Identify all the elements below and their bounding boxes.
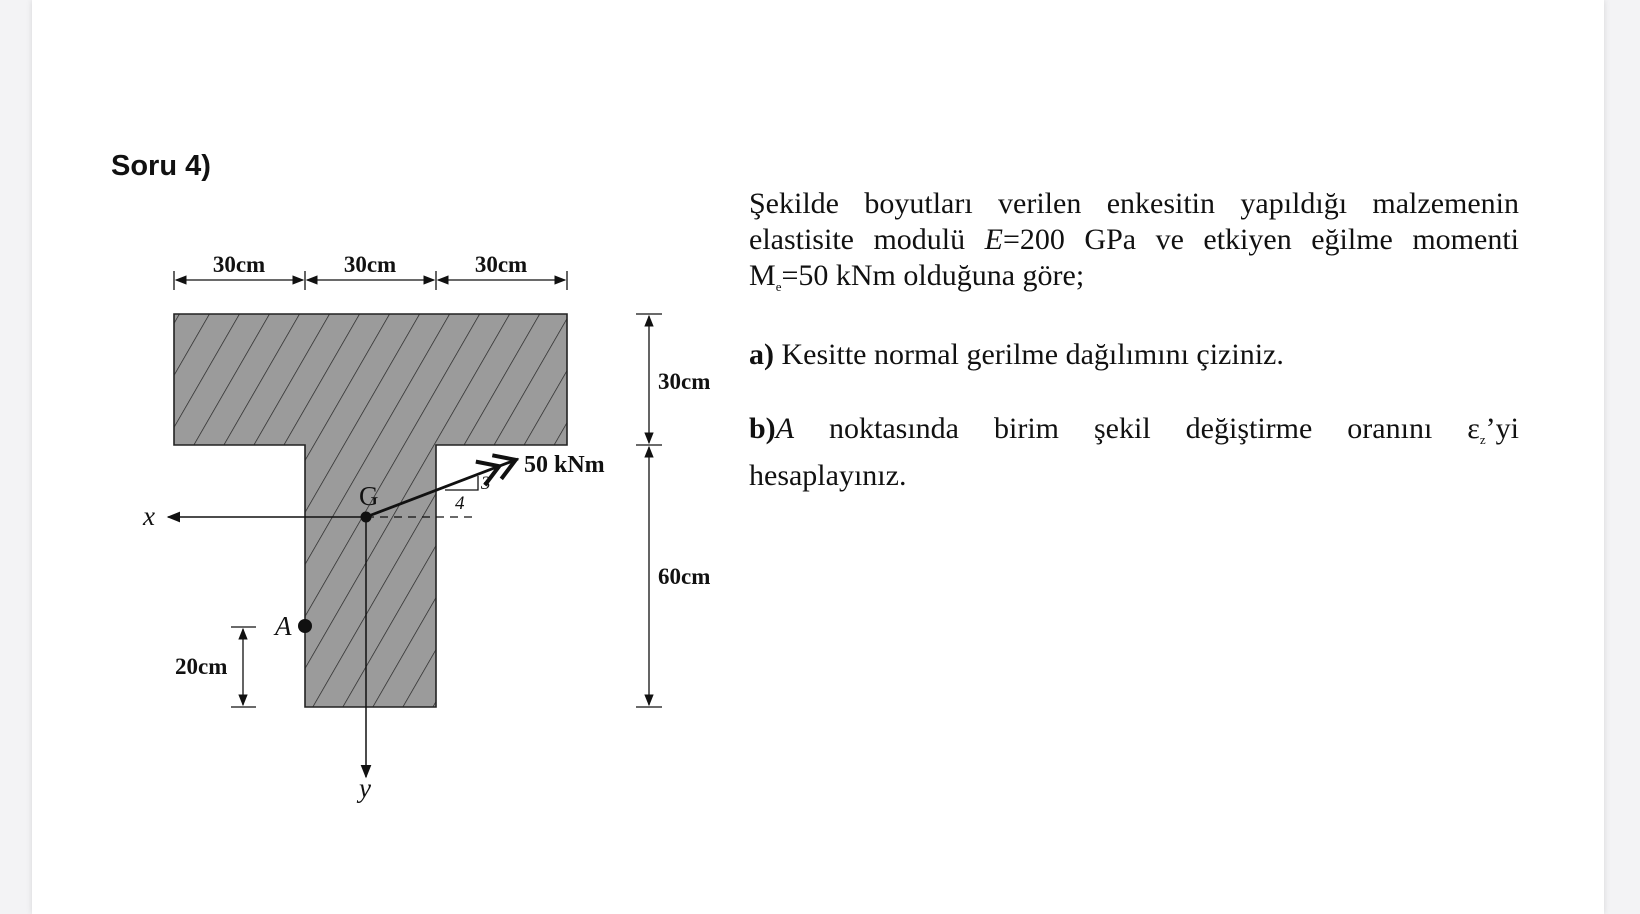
intro-line-1: Şekilde boyutları verilen enkesitin yapıldığı malzemenin <box>749 187 1519 220</box>
problem-text <box>749 186 1519 494</box>
top-dim-2: 30cm <box>343 252 397 277</box>
y-axis-label: y <box>359 773 371 803</box>
question-title: Soru 4) <box>111 150 211 182</box>
part-b-line-1: b)A noktasında birim şekil değiştirme oranını $\varepsilon_z’yi$ <box>749 412 1519 447</box>
part-b-line-2: hesaplayınız. <box>749 459 907 492</box>
slope-rise-label: 3 <box>481 473 491 494</box>
centroid-label: G <box>359 481 379 511</box>
right-dim-1: 30cm <box>658 369 711 394</box>
top-dim-1: 30cm <box>212 252 266 277</box>
left-dimension <box>231 627 256 707</box>
right-dim-2: 60cm <box>658 564 711 589</box>
point-a-label: A <box>275 611 292 641</box>
intro-line-2: elastisite modulü E=200 GPa ve etkiyen eğilme momenti <box>749 223 1519 256</box>
top-dim-3: 30cm <box>474 252 528 277</box>
centroid-point <box>361 512 372 523</box>
point-a <box>298 619 312 633</box>
slope-run-label: 4 <box>455 493 465 514</box>
part-a: a) Kesitte normal gerilme dağılımını çiziniz. <box>749 338 1284 371</box>
t-section-figure <box>0 0 760 914</box>
left-dim: 20cm <box>175 654 228 679</box>
x-axis-label: x <box>143 501 155 531</box>
slope-triangle <box>445 476 478 490</box>
intro-line-3: $M_e=50$ kNm olduğuna göre; <box>749 259 1085 294</box>
moment-label: 50 kNm <box>524 452 605 478</box>
